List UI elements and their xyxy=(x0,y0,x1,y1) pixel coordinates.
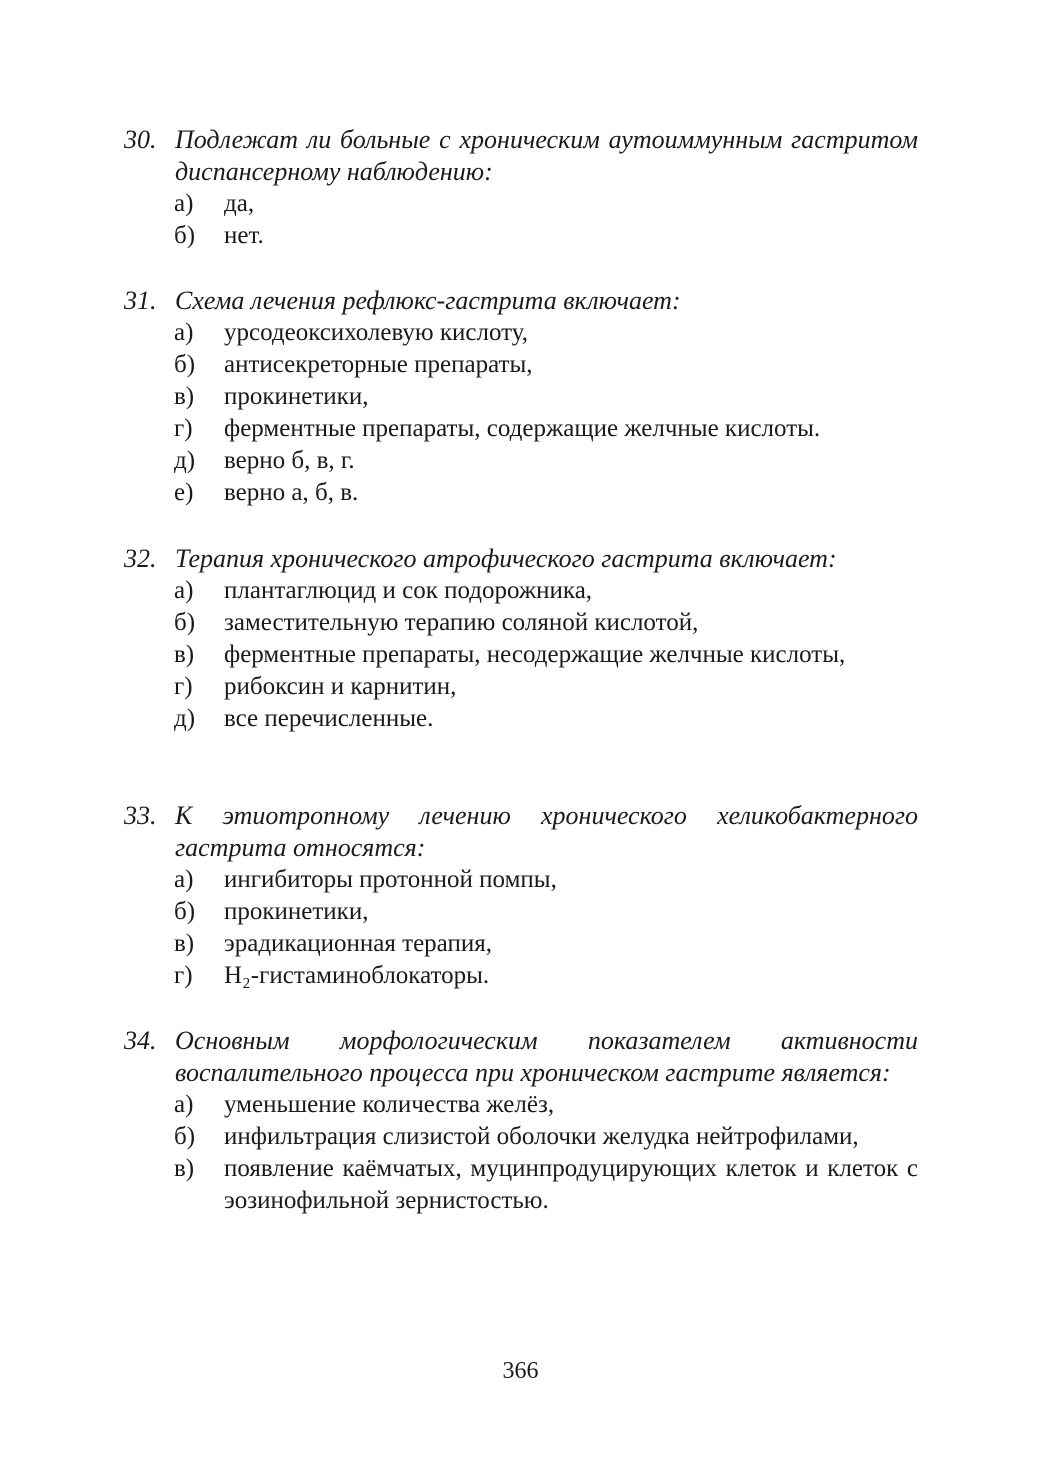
option-letter: а) xyxy=(174,319,194,346)
option-letter: а) xyxy=(174,1091,194,1118)
answer-option xyxy=(124,220,918,252)
question-30 xyxy=(124,124,918,252)
option-text: ферментные препараты, несодержащие желчные кислоты, xyxy=(224,641,846,668)
answer-option xyxy=(124,1089,918,1121)
option-text: рибоксин и карнитин, xyxy=(224,673,457,700)
answer-option xyxy=(124,671,918,703)
option-text: нет. xyxy=(224,222,264,249)
answer-option xyxy=(124,477,918,509)
option-text: заместительную терапию соляной кислотой, xyxy=(224,609,699,636)
question-32 xyxy=(124,543,918,735)
question-text xyxy=(124,543,918,575)
question-text xyxy=(124,124,918,188)
answer-option xyxy=(124,413,918,445)
answer-options xyxy=(124,188,918,252)
question-31 xyxy=(124,285,918,509)
answer-options xyxy=(124,575,918,735)
question-prompt: Терапия хронического атрофического гастрита включает: xyxy=(175,544,837,573)
option-text: плантаглюцид и сок подорожника, xyxy=(224,577,593,604)
option-text: ингибиторы протонной помпы, xyxy=(224,866,557,893)
option-letter: б) xyxy=(174,609,196,636)
option-text: ферментные препараты, содержащие желчные кислоты. xyxy=(224,415,821,442)
option-letter: а) xyxy=(174,866,194,893)
answer-option xyxy=(124,575,918,607)
answer-option xyxy=(124,188,918,220)
answer-option xyxy=(124,928,918,960)
question-text xyxy=(124,285,918,317)
option-letter: г) xyxy=(174,962,193,989)
option-text: появление каёмчатых, муцинпродуцирующих клеток и клеток с эозинофильной зернистостью. xyxy=(224,1155,918,1214)
answer-option xyxy=(124,864,918,896)
answer-option xyxy=(124,1153,918,1217)
question-number: 31. xyxy=(124,286,157,315)
question-prompt: Подлежат ли больные с хроническим аутоиммунным гастритом диспансерному наблюдению: xyxy=(175,125,918,186)
option-letter: а) xyxy=(174,577,194,604)
answer-option xyxy=(124,445,918,477)
option-letter: д) xyxy=(174,705,196,732)
option-letter: г) xyxy=(174,673,193,700)
page-number: 366 xyxy=(502,1358,539,1384)
question-prompt: Основным морфологическим показателем активности воспалительного процесса при хроническом гастрите является: xyxy=(175,1026,918,1087)
question-33 xyxy=(124,800,918,992)
option-text: да, xyxy=(224,190,255,217)
answer-options xyxy=(124,1089,918,1217)
option-text: верно а, б, в. xyxy=(224,479,359,506)
option-text: уменьшение количества желёз, xyxy=(224,1091,555,1118)
answer-option xyxy=(124,896,918,928)
option-letter: в) xyxy=(174,1155,195,1182)
option-text: эрадикационная терапия, xyxy=(224,930,492,957)
option-text: прокинетики, xyxy=(224,898,369,925)
question-number: 33. xyxy=(124,801,157,830)
option-letter: а) xyxy=(174,190,194,217)
question-prompt: Схема лечения рефлюкс-гастрита включает: xyxy=(175,286,681,315)
option-letter: в) xyxy=(174,383,195,410)
option-text: прокинетики, xyxy=(224,383,369,410)
option-text: H₂-гистаминоблокаторы. xyxy=(224,962,490,989)
option-letter: е) xyxy=(174,479,194,506)
question-number: 30. xyxy=(124,125,157,154)
question-number: 34. xyxy=(124,1026,157,1055)
answer-option xyxy=(124,1121,918,1153)
option-text: все перечисленные. xyxy=(224,705,434,732)
question-text xyxy=(124,1025,918,1089)
option-letter: б) xyxy=(174,351,196,378)
answer-options xyxy=(124,864,918,992)
question-text xyxy=(124,800,918,864)
option-letter: г) xyxy=(174,415,193,442)
answer-option xyxy=(124,607,918,639)
option-text: антисекреторные препараты, xyxy=(224,351,533,378)
option-text: урсодеоксихолевую кислоту, xyxy=(224,319,528,346)
option-letter: в) xyxy=(174,641,195,668)
option-letter: б) xyxy=(174,1123,196,1150)
answer-option xyxy=(124,317,918,349)
question-number: 32. xyxy=(124,544,157,573)
option-letter: в) xyxy=(174,930,195,957)
question-34 xyxy=(124,1025,918,1217)
answer-option xyxy=(124,349,918,381)
answer-options xyxy=(124,317,918,509)
answer-option xyxy=(124,639,918,671)
answer-option xyxy=(124,960,918,992)
option-letter: д) xyxy=(174,447,196,474)
answer-option xyxy=(124,703,918,735)
option-text: верно б, в, г. xyxy=(224,447,355,474)
question-prompt: К этиотропному лечению хронического хеликобактерного гастрита относятся: xyxy=(175,801,918,862)
option-letter: б) xyxy=(174,222,196,249)
option-text: инфильтрация слизистой оболочки желудка нейтрофилами, xyxy=(224,1123,859,1150)
answer-option xyxy=(124,381,918,413)
option-letter: б) xyxy=(174,898,196,925)
